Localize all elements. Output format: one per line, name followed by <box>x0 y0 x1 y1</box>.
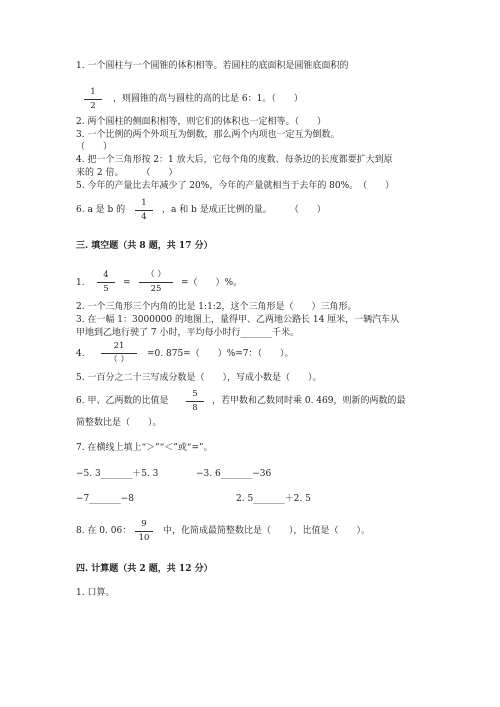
judge-q4-line2: 来的 2 倍。 （ ） <box>76 168 178 178</box>
judge-q1-fraction <box>84 87 102 112</box>
fill-q3-line1: 3. 在一幅 1：3000000 的地图上，量得甲、乙两地公路长 14 厘米，一辆汽车从 <box>76 315 400 325</box>
fill-q4-rest: =0. 875=（ ）%=7：（ ）。 <box>147 349 294 359</box>
judge-q5: 5. 今年的产量比去年减少了 20%，今年的产量就相当于去年的 80%。 （ ） <box>76 181 395 191</box>
fill-q3-line2: 甲地到乙地行驶了 7 小时，平均每小时行_______千米。 <box>76 328 299 338</box>
fill-q2: 2. 一个三角形三个内角的比是 1:1:2，这个三角形是（ ）三角形。 <box>76 302 357 312</box>
fill-q6-fraction <box>186 389 204 414</box>
fill-q7-d: 2. 5_______＋2. 5 <box>236 494 311 504</box>
fill-q1-label: 1. <box>76 278 85 288</box>
fill-q4-label: 4. <box>76 349 85 359</box>
fraction-numerator: 1 <box>141 198 147 208</box>
fraction-bar <box>135 210 153 211</box>
fraction-bar <box>101 353 137 354</box>
fraction-denominator: 2 <box>90 101 96 111</box>
fill-q1-equals: = <box>123 278 131 288</box>
fill-q7-a: −5. 3_______＋5. 3 <box>76 469 159 479</box>
judge-q1-line1: 1. 一个圆柱与一个圆锥的体积相等。若圆柱的底面积是圆锥底面积的 <box>76 61 349 71</box>
fill-q6-pre: 6. 甲、乙两数的比值是 <box>76 396 169 406</box>
section4-title: 四. 计算题（共 2 题，共 12 分） <box>76 564 213 574</box>
fraction-denominator: 4 <box>141 212 147 222</box>
fraction-denominator: （ ） <box>109 355 129 365</box>
judge-q3-line2: （ ） <box>76 142 113 152</box>
fraction-numerator: 9 <box>141 519 147 529</box>
fill-q1-fraction <box>97 270 115 295</box>
fraction-numerator: （ ） <box>146 270 166 280</box>
fraction-bar <box>84 99 102 100</box>
fraction-bar <box>135 531 153 532</box>
fill-q8-fraction <box>135 519 153 544</box>
fill-q6-post: ，若甲数和乙数同时乘 0. 469，则新的两数的最 <box>212 396 406 406</box>
judge-q1-line2: ，则圆锥的高与圆柱的高的比是 6：1。（ ） <box>113 94 303 104</box>
fraction-bar <box>97 282 115 283</box>
fraction-numerator: 5 <box>192 389 198 399</box>
fill-q4-fraction <box>101 341 137 366</box>
fraction-denominator: 10 <box>138 533 150 543</box>
fraction-numerator: 1 <box>90 87 96 97</box>
fill-q6-line2: 简整数比是（ ）。 <box>76 418 162 428</box>
fraction-denominator: 8 <box>192 403 198 413</box>
fraction-numerator: 4 <box>103 270 109 280</box>
section3-title: 三. 填空题（共 8 题，共 17 分） <box>76 241 213 251</box>
fraction-denominator: 25 <box>150 284 162 294</box>
judge-q4-line1: 4. 把一个三角形按 2：1 放大后，它每个角的度数、每条边的长度都要扩大到原 <box>76 155 393 165</box>
fill-q8-post: 中，化简成最简整数比是（ ），比值是（ ）。 <box>163 526 371 536</box>
judge-q3-line1: 3. 一个比例的两个外项互为倒数，那么两个内项也一定互为倒数。 <box>76 130 340 140</box>
judge-q6-pre: 6. a 是 b 的 <box>76 205 126 215</box>
judge-q6-post: ，a 和 b 是成正比例的量。 （ ） <box>162 205 326 215</box>
calc-q1: 1. 口算。 <box>76 588 115 598</box>
fill-q5: 5. 一百分之二十三写成分数是（ ），写成小数是（ ）。 <box>76 373 322 383</box>
judge-q6-fraction <box>135 198 153 223</box>
fill-q7-b: −3. 6_______−36 <box>196 469 272 479</box>
fill-q1-rest: =（ ）%。 <box>181 278 243 288</box>
fill-q7-title: 7. 在横线上填上“＞”“＜”或“=”。 <box>76 443 213 453</box>
fill-q7-c: −7_______−8 <box>76 494 135 504</box>
fraction-bar <box>186 401 204 402</box>
fraction-bar <box>139 282 173 283</box>
fraction-numerator: 21 <box>113 341 125 351</box>
fraction-denominator: 5 <box>103 284 109 294</box>
fill-q8-pre: 8. 在 0. 06： <box>76 526 132 536</box>
fill-q1-fraction2 <box>139 270 173 295</box>
judge-q2: 2. 两个圆柱的侧面积相等，则它们的体积也一定相等。（ ） <box>76 117 326 127</box>
